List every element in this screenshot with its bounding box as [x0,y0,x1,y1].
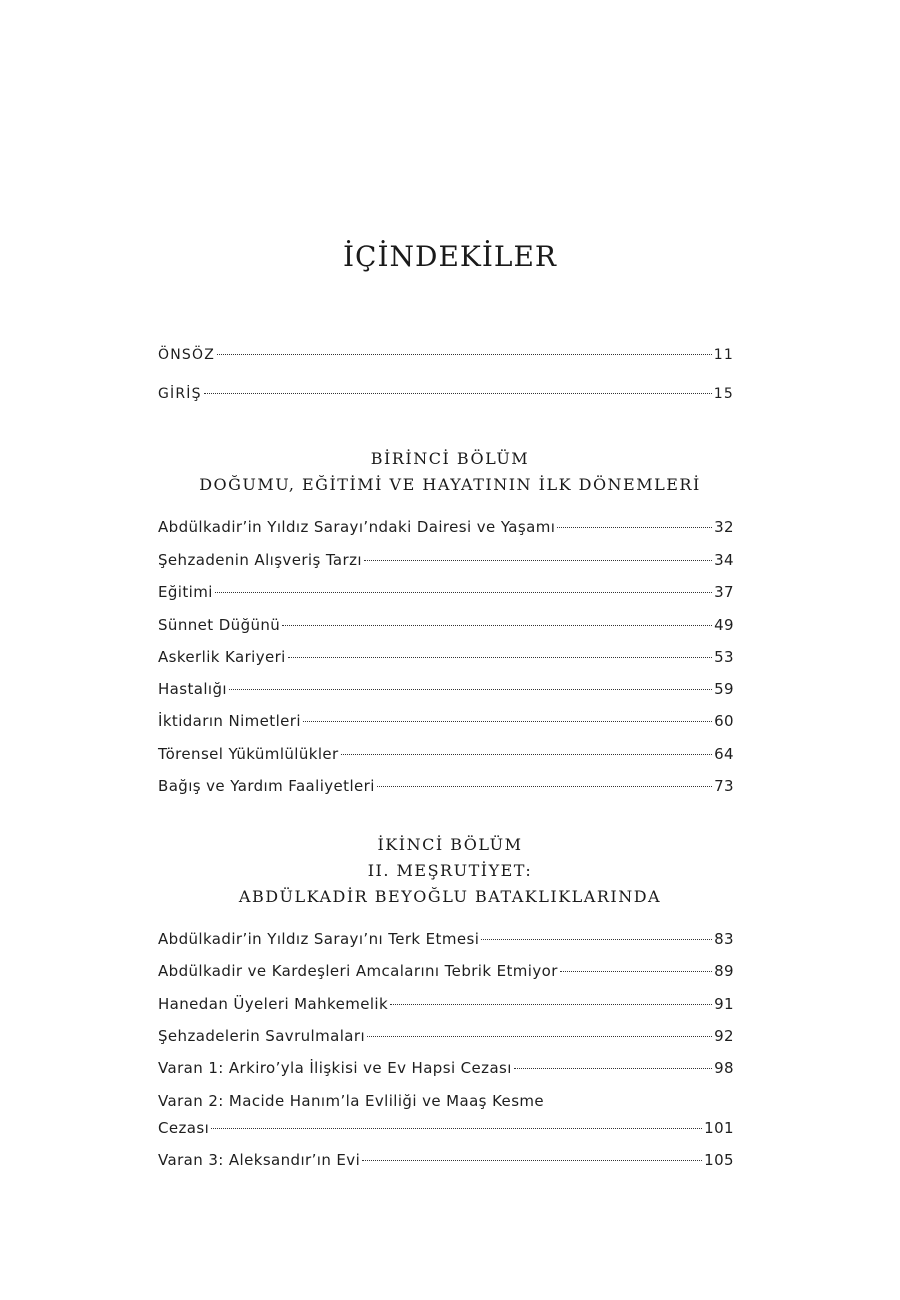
toc-entry-title: Şehzadenin Alışveriş Tarzı [158,551,362,569]
section-heading-part2 [0,832,900,910]
toc-entry[interactable] [158,616,734,640]
toc-entry-title: Abdülkadir’in Yıldız Sarayı’nı Terk Etmesi [158,930,480,948]
toc-entry-title: İktidarın Nimetleri [158,712,301,730]
dot-leader [481,939,712,940]
section-title-line2: ABDÜLKADİR BEYOĞLU BATAKLIKLARINDA [238,887,662,906]
dot-leader [364,560,712,561]
toc-entry-page: 53 [714,648,734,666]
toc-entry-page: 64 [714,745,734,763]
toc-entry-title: Bağış ve Yardım Faaliyetleri [158,777,375,795]
toc-entry-page: 60 [714,712,734,730]
toc-entry[interactable] [158,777,734,801]
section-label: İKİNCİ BÖLÜM [377,835,523,854]
dot-leader [390,1004,712,1005]
dot-leader [204,393,712,394]
toc-entry-title: Abdülkadir ve Kardeşleri Amcalarını Tebrik Etmiyor [158,962,558,980]
toc-entry-page: 83 [714,930,734,948]
toc-entry-page: 11 [713,347,734,363]
toc-entry-page: 15 [713,386,734,402]
toc-entry[interactable] [158,518,734,542]
page-title: İÇİNDEKİLER [342,240,558,273]
toc-entry-page: 92 [714,1027,734,1045]
toc-entry-title: Törensel Yükümlülükler [158,745,339,763]
toc-entry-title: Sünnet Düğünü [158,616,281,634]
toc-entry[interactable] [158,1151,734,1175]
section-heading-part1 [0,446,900,498]
toc-entry[interactable] [158,551,734,575]
dot-leader [514,1068,712,1069]
toc-entry[interactable] [158,745,734,769]
toc-entry-title: Cezası [158,1119,210,1137]
dot-leader [367,1036,712,1037]
dot-leader [215,592,712,593]
toc-entry[interactable] [158,1059,734,1083]
dot-leader [341,754,712,755]
toc-entry[interactable] [158,648,734,672]
dot-leader [282,625,712,626]
toc-entry-title: Varan 1: Arkiro’yla İlişkisi ve Ev Hapsi Cezası [158,1059,512,1077]
toc-entry[interactable] [158,962,734,986]
toc-entry-title: Abdülkadir’in Yıldız Sarayı’ndaki Dairesi ve Yaşamı [158,518,556,536]
section-title-line1: II. MEŞRUTİYET: [367,861,533,880]
toc-entry-page: 89 [714,962,734,980]
dot-leader [217,354,712,355]
toc-entry[interactable] [158,930,734,954]
section-label: BİRİNCİ BÖLÜM [370,449,530,468]
dot-leader [303,721,712,722]
toc-entry-title: Askerlik Kariyeri [158,648,286,666]
toc-entry-page: 34 [714,551,734,569]
toc-entry-title: Hanedan Üyeleri Mahkemelik [158,995,389,1013]
toc-entry-page: 105 [704,1151,734,1169]
toc-entry-title: Varan 3: Aleksandır’ın Evi [158,1151,361,1169]
toc-entry-page: 37 [714,583,734,601]
dot-leader [557,527,712,528]
toc-entry[interactable] [158,680,734,704]
section-title: DOĞUMU, EĞİTİMİ VE HAYATININ İLK DÖNEMLERİ [199,475,701,494]
toc-entry-first-line[interactable]: Varan 2: Macide Hanım’la Evliliği ve Maaş Kesme [158,1092,545,1110]
toc-entry[interactable] [158,1027,734,1051]
dot-leader [211,1128,702,1129]
dot-leader [362,1160,702,1161]
toc-entry-title: Hastalığı [158,680,227,698]
dot-leader [229,689,712,690]
toc-entry-page: 32 [714,518,734,536]
toc-entry-page: 101 [704,1119,734,1137]
toc-entry-page: 49 [714,616,734,634]
dot-leader [288,657,712,658]
toc-entry[interactable] [158,386,734,410]
toc-entry-title: Şehzadelerin Savrulmaları [158,1027,366,1045]
dot-leader [377,786,712,787]
toc-entry[interactable] [158,583,734,607]
toc-entry-title: ÖNSÖZ [158,347,215,363]
toc-entry-title: GİRİŞ [158,386,202,402]
toc-entry-page: 59 [714,680,734,698]
toc-entry[interactable] [158,995,734,1019]
toc-entry[interactable] [158,347,734,371]
toc-entry[interactable] [158,1119,734,1143]
toc-entry-page: 91 [714,995,734,1013]
dot-leader [560,971,712,972]
toc-entry[interactable] [158,712,734,736]
toc-entry-title: Eğitimi [158,583,213,601]
toc-entry-page: 73 [714,777,734,795]
toc-entry-page: 98 [714,1059,734,1077]
